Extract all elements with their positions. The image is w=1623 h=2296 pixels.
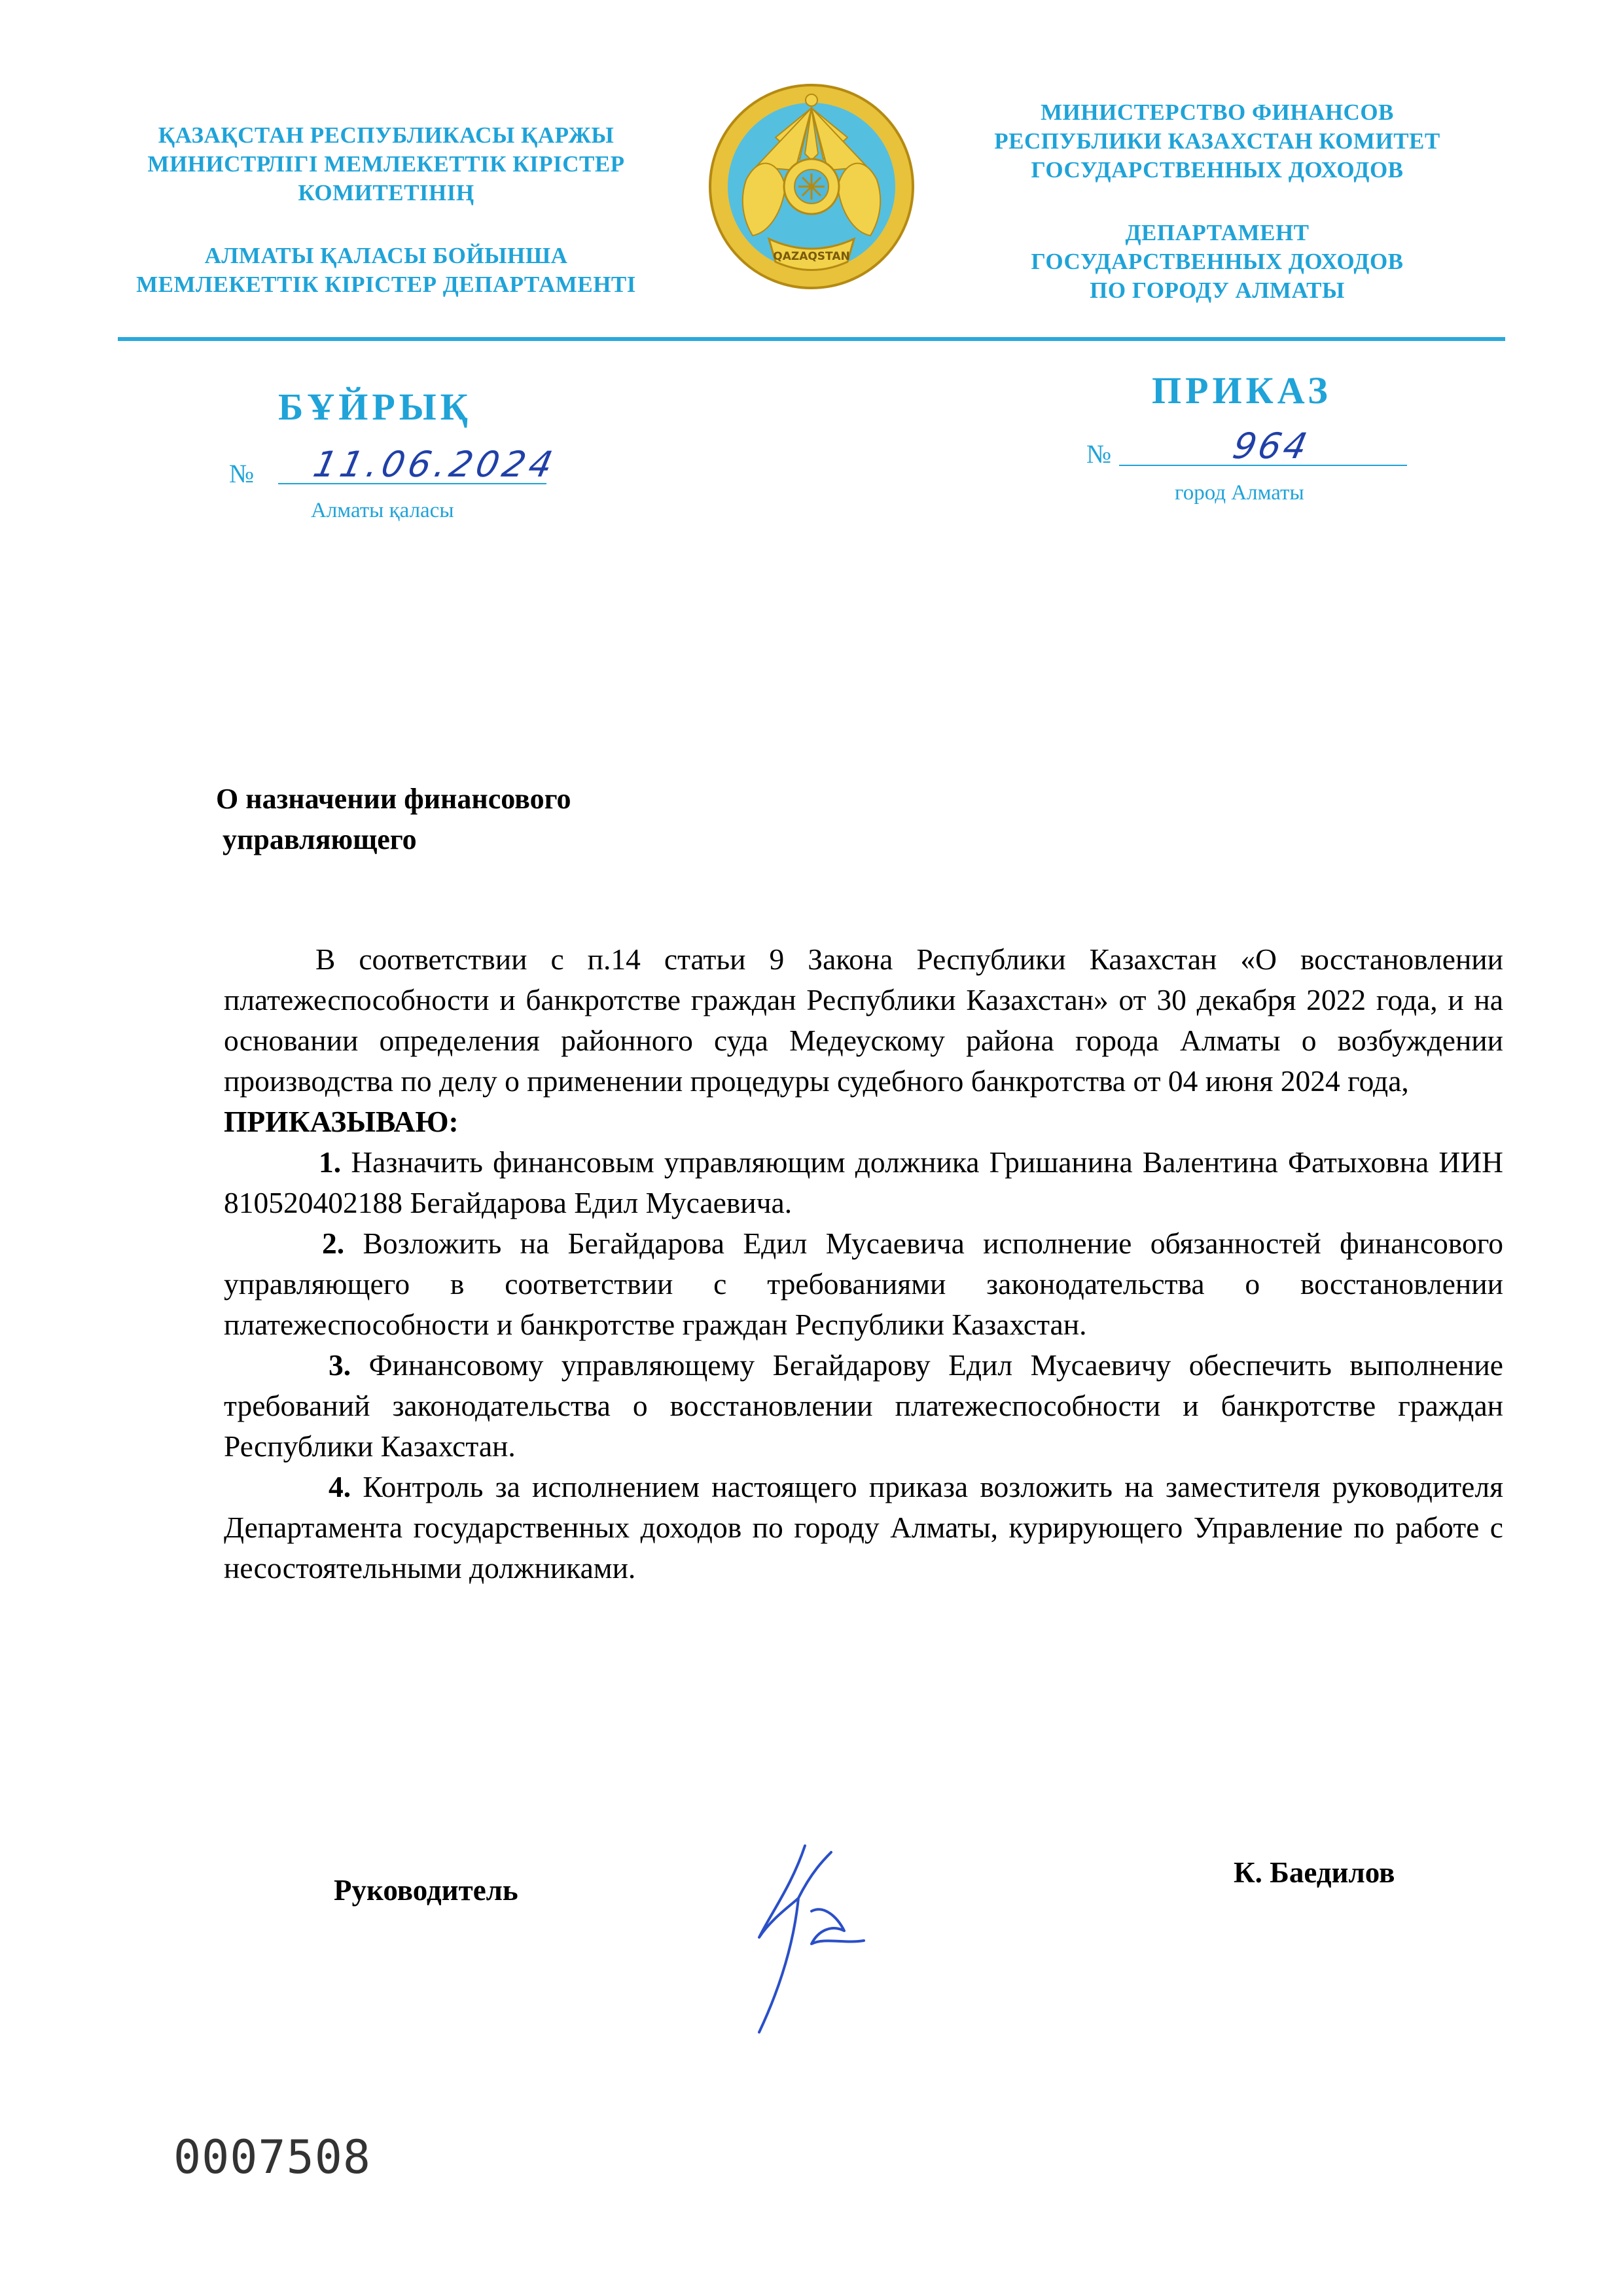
header-ru-department: ДЕПАРТАМЕНТ ГОСУДАРСТВЕННЫХ ДОХОДОВ ПО ГОРОДУ АЛМАТЫ	[1031, 220, 1404, 303]
subject-line-2: управляющего	[223, 823, 417, 855]
list-item: 1. Назначить финансовым управляющим должника Гришанина Валентина Фатыховна ИИН 810520402188 Бегайдарова Едил Мусаевича.	[224, 1145, 1503, 1219]
state-emblem-icon	[707, 82, 916, 295]
city-kz: Алматы қаласы	[311, 499, 454, 522]
serial-number: 0007508	[173, 2130, 372, 2184]
list-item: 4. Контроль за исполнением настоящего приказа возложить на заместителя руководителя Департамента государственных доходов по городу Алматы, курирующего Управление по работе с несостоятельными должниками.	[224, 1470, 1504, 1585]
order-body	[224, 939, 1503, 1588]
header-ru-ministry: МИНИСТЕРСТВО ФИНАНСОВ РЕСПУБЛИКИ КАЗАХСТАН КОМИТЕТ ГОСУДАРСТВЕННЫХ ДОХОДОВ	[994, 99, 1440, 183]
header-divider	[118, 337, 1505, 341]
header-kz-department: АЛМАТЫ ҚАЛАСЫ БОЙЫНША МЕМЛЕКЕТТІК КІРІСТЕР ДЕПАРТАМЕНТІ	[136, 243, 636, 297]
subject-line-1: О назначении финансового	[216, 783, 571, 815]
header-kz	[111, 121, 661, 299]
order-word: ПРИКАЗЫВАЮ:	[224, 1105, 459, 1138]
order-number-sign: №	[1086, 439, 1112, 469]
handwritten-signature-icon	[733, 1833, 877, 2042]
signatory-name: К. Баедилов	[1234, 1856, 1395, 1889]
title-ru: ПРИКАЗ	[1152, 369, 1332, 412]
header-ru	[955, 98, 1479, 305]
list-item: 2. Возложить на Бегайдарова Едил Мусаевича исполнение обязанностей финансового управляющего в соответствии с требованиями законодательства о восстановлении платежеспособности и банкротстве граждан Республики Казахстан.	[224, 1227, 1503, 1341]
handwritten-date: 11.06.2024	[310, 444, 560, 485]
order-subject	[216, 779, 740, 860]
signatory-position: Руководитель	[334, 1874, 518, 1907]
preamble: В соответствии с п.14 статьи 9 Закона Республики Казахстан «О восстановлении платежеспособности и банкротстве граждан Республики Казахстан» от 30 декабря 2022 года, и на основании определения районного суда Медеускому района города Алматы о возбуждении производства по делу о применении процедуры судебного банкротства от 04 июня 2024 года,	[224, 942, 1503, 1098]
svg-text:QAZAQSTAN: QAZAQSTAN	[773, 250, 850, 263]
handwritten-order-number: 964	[1229, 425, 1313, 467]
title-kz: БҰЙРЫҚ	[278, 386, 472, 428]
date-number-sign: №	[229, 459, 255, 488]
city-ru: город Алматы	[1175, 481, 1304, 505]
header-kz-ministry: ҚАЗАҚСТАН РЕСПУБЛИКАСЫ ҚАРЖЫ МИНИСТРЛІГІ МЕМЛЕКЕТТІК КІРІСТЕР КОМИТЕТІНІҢ	[147, 122, 625, 206]
list-item: 3. Финансовому управляющему Бегайдарову Едил Мусаевичу обеспечить выполнение требований законодательства о восстановлении платежеспособности и банкротстве граждан Республики Казахстан.	[224, 1348, 1503, 1463]
